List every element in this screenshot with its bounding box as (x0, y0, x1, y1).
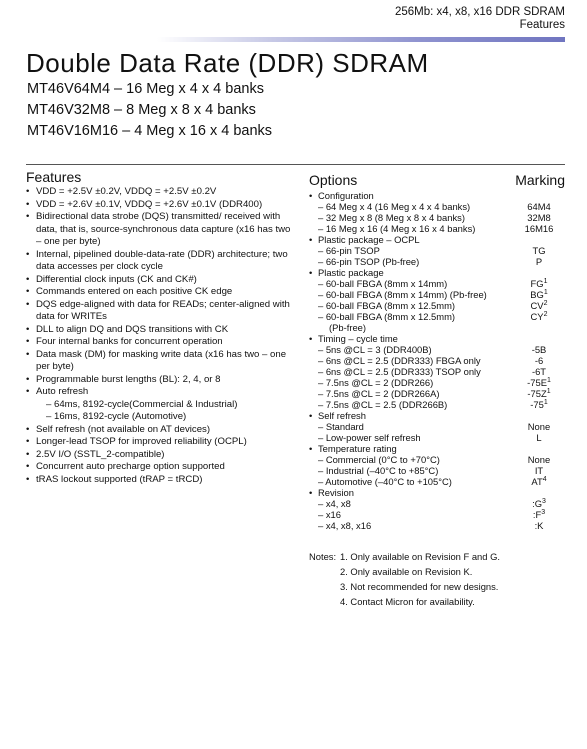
bullet-icon: • (26, 461, 30, 472)
option-label: (Pb-free) (329, 322, 366, 333)
marking-code: AT (531, 476, 543, 487)
notes-label: Notes: (309, 551, 337, 562)
option-group (309, 234, 565, 245)
marking-footnote: 3 (542, 498, 546, 505)
feature-item (26, 299, 296, 324)
option-row (309, 421, 565, 432)
option-marking (519, 344, 559, 355)
feature-item (26, 336, 296, 349)
marking-code: :G (532, 498, 542, 509)
features-heading: Features (26, 169, 82, 185)
option-row (309, 300, 565, 311)
feature-text: Auto refresh (36, 386, 89, 397)
option-group (309, 333, 565, 344)
option-row (309, 498, 565, 509)
marking-code: P (535, 256, 543, 267)
bullet-icon: • (26, 323, 30, 335)
feature-item (26, 199, 296, 212)
bullet-icon: • (309, 267, 313, 278)
option-group (309, 190, 565, 201)
option-marking (519, 476, 559, 487)
bullet-icon: • (26, 386, 30, 397)
option-group (309, 410, 565, 421)
feature-subitem (26, 399, 296, 412)
marking-code: CY (530, 311, 544, 322)
option-marking (519, 256, 559, 267)
option-marking (519, 223, 559, 234)
option-marking (519, 377, 559, 388)
option-marking (519, 366, 559, 377)
feature-subitem (26, 411, 296, 424)
bullet-icon: • (26, 336, 30, 347)
feature-text: Programmable burst lengths (BL): 2, 4, or 8 (36, 373, 221, 385)
option-row (309, 454, 565, 465)
feature-item (26, 449, 296, 462)
option-marking (519, 432, 559, 443)
option-group (309, 443, 565, 454)
feature-text: Four internal banks for concurrent operation (36, 336, 223, 347)
marking-code: 64M4 (527, 201, 551, 212)
feature-text: DQS edge-aligned with data for READs; center-aligned with data for WRITEs (36, 298, 290, 322)
marking-footnote: 1 (543, 399, 548, 406)
marking-code: :F (532, 509, 542, 520)
feature-text: Self refresh (not available on AT devices) (36, 423, 211, 435)
option-label: – 66-pin TSOP (Pb-free) (318, 256, 420, 267)
option-label: – x4, x8 (318, 498, 351, 509)
header-title: 256Mb: x4, x8, x16 DDR SDRAM (394, 6, 565, 18)
feature-item (26, 186, 296, 199)
marking-footnote: 1 (546, 377, 551, 384)
marking-code: BG (530, 289, 544, 300)
note-text: 4. Contact Micron for availability. (340, 596, 475, 607)
option-row (309, 201, 565, 212)
option-row (309, 212, 565, 223)
bullet-icon: • (26, 286, 30, 297)
options-heading: Options (309, 172, 358, 188)
bullet-icon: • (309, 410, 313, 421)
option-marking (519, 300, 559, 311)
option-row (309, 399, 565, 410)
feature-item (26, 386, 296, 399)
option-row (309, 355, 565, 366)
marking-code: FG (530, 278, 544, 289)
option-label: – 7.5ns @CL = 2.5 (DDR266B) (318, 399, 448, 410)
bullet-icon: • (26, 473, 30, 485)
option-row (309, 366, 565, 377)
option-label: – 60-ball FBGA (8mm x 14mm) (318, 278, 448, 289)
note-4 (309, 594, 500, 609)
option-row (309, 289, 565, 300)
feature-text: VDD = +2.5V ±0.2V, VDDQ = +2.5V ±0.2V (36, 186, 217, 197)
option-label: – 64 Meg x 4 (16 Meg x 4 x 4 banks) (318, 201, 471, 212)
feature-item (26, 436, 296, 449)
marking-code: 16M16 (524, 223, 554, 234)
bullet-icon: • (26, 448, 30, 460)
marking-footnote: 3 (541, 509, 546, 516)
bullet-icon: • (26, 248, 30, 260)
bullet-icon: • (26, 348, 30, 360)
marking-code: TG (532, 245, 546, 256)
feature-item (26, 211, 296, 249)
bullet-icon: • (309, 333, 313, 344)
option-row (309, 322, 565, 333)
marking-code: :K (534, 520, 544, 531)
feature-text: VDD = +2.6V ±0.1V, VDDQ = +2.6V ±0.1V (DDR400) (36, 198, 263, 210)
option-label: – x16 (318, 509, 341, 520)
option-row (309, 520, 565, 531)
note-1 (309, 549, 500, 564)
option-marking (519, 212, 559, 223)
part-number-2: MT46V32M8 – 8 Meg x 8 x 4 banks (27, 102, 256, 118)
option-row (309, 344, 565, 355)
bullet-icon: • (26, 423, 30, 435)
marking-footnote: 1 (546, 388, 551, 395)
feature-text: DLL to align DQ and DQS transitions with CK (36, 323, 229, 335)
option-label: – 6ns @CL = 2.5 (DDR333) TSOP only (318, 366, 481, 377)
note-text: 3. Not recommended for new designs. (340, 581, 499, 592)
bullet-icon: • (26, 373, 30, 385)
section-divider (26, 164, 565, 165)
option-label: Temperature rating (318, 443, 397, 454)
option-marking (519, 520, 559, 531)
feature-item (26, 286, 296, 299)
feature-text: tRAS lockout supported (tRAP = tRCD) (36, 473, 203, 485)
feature-text: Data mask (DM) for masking write data (x16 has two – one per byte) (36, 348, 287, 372)
option-label: – x4, x8, x16 (318, 520, 372, 531)
marking-code: L (536, 432, 542, 443)
bullet-icon: • (309, 190, 313, 201)
option-label: – Automotive (–40°C to +105°C) (318, 476, 452, 487)
option-row (309, 278, 565, 289)
marking-code: -75E (527, 377, 547, 388)
marking-code: None (527, 454, 551, 465)
feature-item (26, 349, 296, 374)
bullet-icon: • (309, 234, 313, 245)
option-label: – 66-pin TSOP (318, 245, 380, 256)
option-label: Revision (318, 487, 354, 498)
marking-code: CV (530, 300, 544, 311)
option-marking (519, 311, 559, 322)
option-marking (519, 465, 559, 476)
option-label: Configuration (318, 190, 374, 201)
option-label: – Commercial (0°C to +70°C) (318, 454, 440, 465)
option-marking (519, 454, 559, 465)
option-label: – 32 Meg x 8 (8 Meg x 8 x 4 banks) (318, 212, 465, 223)
feature-item (26, 374, 296, 387)
marking-footnote: 1 (543, 278, 548, 285)
option-marking (519, 278, 559, 289)
feature-text: 2.5V I/O (SSTL_2-compatible) (36, 448, 165, 460)
part-number-1: MT46V64M4 – 16 Meg x 4 x 4 banks (27, 81, 264, 97)
option-row (309, 509, 565, 520)
marking-footnote: 2 (543, 300, 548, 307)
note-2 (309, 564, 500, 579)
option-label: Plastic package (318, 267, 384, 278)
option-marking (519, 201, 559, 212)
option-label: – Low-power self refresh (318, 432, 421, 443)
option-label: – 7.5ns @CL = 2 (DDR266A) (318, 388, 440, 399)
option-label: – 60-ball FBGA (8mm x 12.5mm) (318, 311, 456, 322)
option-label: – 6ns @CL = 2.5 (DDR333) FBGA only (318, 355, 481, 366)
option-row (309, 223, 565, 234)
page-title: Double Data Rate (DDR) SDRAM (26, 48, 429, 78)
feature-text: Differential clock inputs (CK and CK#) (36, 273, 197, 285)
marking-code: -6 (534, 355, 544, 366)
note-3 (309, 579, 500, 594)
option-row (309, 476, 565, 487)
feature-text: – 64ms, 8192-cycle(Commercial & Industrial) (46, 398, 238, 410)
option-label: Timing – cycle time (318, 333, 398, 344)
bullet-icon: • (26, 273, 30, 285)
bullet-icon: • (26, 436, 30, 447)
option-label: Self refresh (318, 410, 366, 421)
marking-code: IT (534, 465, 544, 476)
option-label: – Standard (318, 421, 364, 432)
header-rule (157, 37, 565, 42)
marking-code: 32M8 (527, 212, 551, 223)
marking-footnote: 1 (543, 289, 548, 296)
option-marking (519, 399, 559, 410)
option-label: – 5ns @CL = 3 (DDR400B) (318, 344, 432, 355)
bullet-icon: • (26, 211, 30, 222)
bullet-icon: • (26, 298, 30, 310)
feature-item (26, 324, 296, 337)
option-label: Plastic package – OCPL (318, 234, 420, 245)
option-row (309, 245, 565, 256)
option-marking (519, 289, 559, 300)
bullet-icon: • (309, 443, 313, 454)
option-label: – 7.5ns @CL = 2 (DDR266) (318, 377, 434, 388)
option-group (309, 487, 565, 498)
option-marking (519, 509, 559, 520)
option-row (309, 311, 565, 322)
option-marking (519, 388, 559, 399)
option-marking (519, 245, 559, 256)
feature-text: Internal, pipelined double-data-rate (DDR) architecture; two data accesses per clock cycle (36, 248, 288, 272)
bullet-icon: • (26, 186, 30, 197)
marking-code: -75Z (527, 388, 547, 399)
feature-text: Commands entered on each positive CK edge (36, 286, 233, 297)
feature-item (26, 249, 296, 274)
option-group (309, 267, 565, 278)
option-row (309, 377, 565, 388)
features-list (26, 186, 296, 486)
option-row (309, 256, 565, 267)
feature-item (26, 461, 296, 474)
option-label: – 60-ball FBGA (8mm x 12.5mm) (318, 300, 456, 311)
marking-code: -6T (531, 366, 547, 377)
part-number-3: MT46V16M16 – 4 Meg x 16 x 4 banks (27, 123, 273, 139)
option-label: – 16 Meg x 16 (4 Meg x 16 x 4 banks) (318, 223, 476, 234)
option-label: – Industrial (–40°C to +85°C) (318, 465, 439, 476)
note-text: 1. Only available on Revision F and G. (340, 551, 500, 562)
feature-text: Concurrent auto precharge option supported (36, 461, 225, 472)
marking-heading: Marking (515, 172, 565, 188)
option-row (309, 465, 565, 476)
marking-code: -75 (530, 399, 544, 410)
feature-text: – 16ms, 8192-cycle (Automotive) (46, 411, 187, 422)
header-section: Features (519, 19, 565, 31)
feature-text: Longer-lead TSOP for improved reliability (OCPL) (36, 436, 247, 447)
bullet-icon: • (26, 198, 30, 210)
notes (309, 549, 500, 609)
feature-item (26, 424, 296, 437)
option-marking (519, 421, 559, 432)
marking-code: None (527, 421, 551, 432)
note-text: 2. Only available on Revision K. (340, 566, 473, 577)
bullet-icon: • (309, 487, 313, 498)
option-marking (519, 498, 559, 509)
marking-code: -5B (531, 344, 547, 355)
option-marking (519, 355, 559, 366)
feature-item (26, 274, 296, 287)
marking-footnote: 2 (543, 311, 548, 318)
marking-footnote: 4 (542, 476, 547, 483)
feature-text: Bidirectional data strobe (DQS) transmitted/ received with data, that is, source-synchronous data capture (x16 has two – one per byte) (36, 211, 291, 247)
options-list (309, 190, 565, 531)
feature-item (26, 474, 296, 487)
option-label: – 60-ball FBGA (8mm x 14mm) (Pb-free) (318, 289, 487, 300)
option-row (309, 432, 565, 443)
option-row (309, 388, 565, 399)
